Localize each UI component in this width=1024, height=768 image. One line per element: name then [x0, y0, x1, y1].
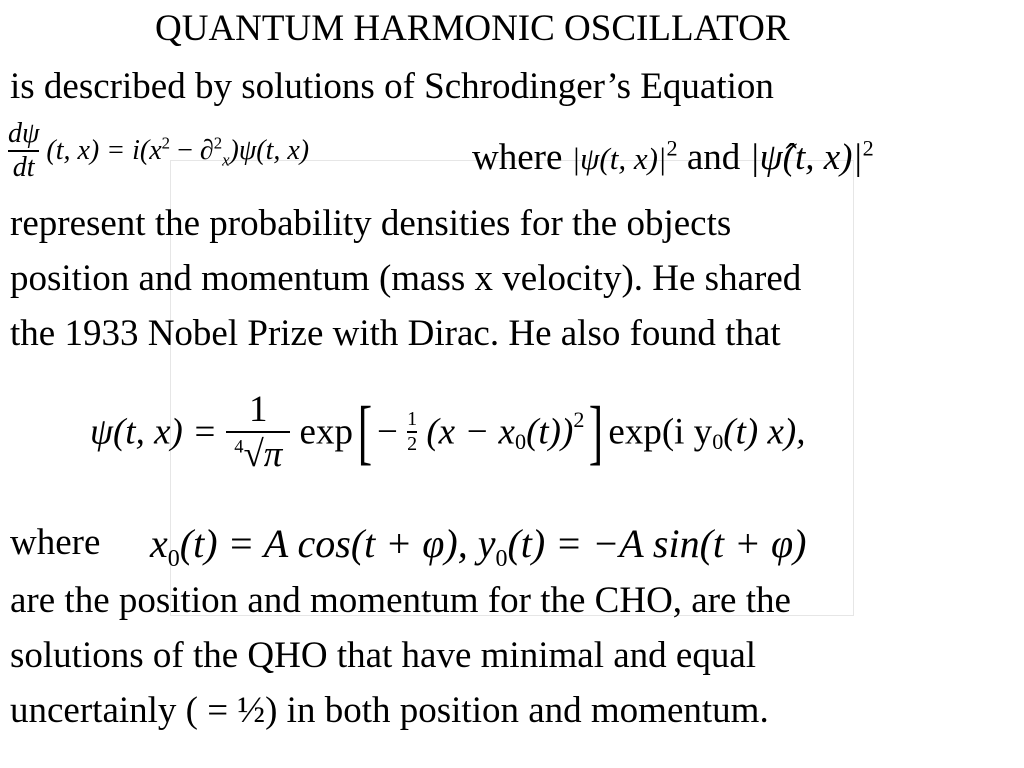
and-word: and [686, 137, 741, 178]
intro-line: is described by solutions of Schrodinger’s Equation [10, 66, 774, 107]
body-line-5: are the position and momentum for the CHO, are the [10, 580, 791, 621]
left-bracket: [ [357, 392, 373, 472]
psihat-density: |ψ̂(t, x)| [749, 137, 863, 178]
where-word: where [472, 137, 563, 178]
psi-density: |ψ(t, x)| [571, 141, 667, 176]
body-line-3: position and momentum (mass x velocity). He shared [10, 258, 802, 299]
body-line-7: uncertainly ( = ½) in both position and momentum. [10, 690, 769, 731]
body-line-2: represent the probability densities for the objects [10, 203, 732, 244]
right-bracket: ] [589, 392, 604, 472]
wavefunction-equation: ψ(t, x) = $\frac{1}{^4√\pi}$ exp[ − $\frac{1}{2}$ $(x - x_0(t))^2$] exp(i $y_0(t)$ x), [90, 389, 806, 475]
classical-trajectory-equation: $x_0(t) = A$ cos(t + φ), $y_0(t) = -A$ sin(t + φ) [150, 521, 807, 572]
where-label: where [10, 522, 101, 563]
derivative-denominator: dt [12, 152, 35, 183]
where-clause: where |ψ(t, $x)|^2$ and |ψ̂(t, $x)|^2$ [472, 135, 874, 178]
half-fraction: $\frac{1}{2}$ [407, 408, 418, 455]
slide-title: QUANTUM HARMONIC OSCILLATOR [155, 8, 790, 49]
body-line-6: solutions of the QHO that have minimal and equal [10, 635, 757, 676]
derivative-fraction [8, 118, 39, 184]
equation-body: (t, $x) = i(x^2 - \partial^2_x)\psi(t$, x) [46, 133, 310, 170]
normalization-fraction: $\frac{1}{^4√\pi}$ [226, 388, 290, 476]
schrodinger-equation [8, 118, 309, 184]
derivative-numerator: dψ [8, 118, 40, 149]
body-line-4: the 1933 Nobel Prize with Dirac. He also found that [10, 313, 781, 354]
